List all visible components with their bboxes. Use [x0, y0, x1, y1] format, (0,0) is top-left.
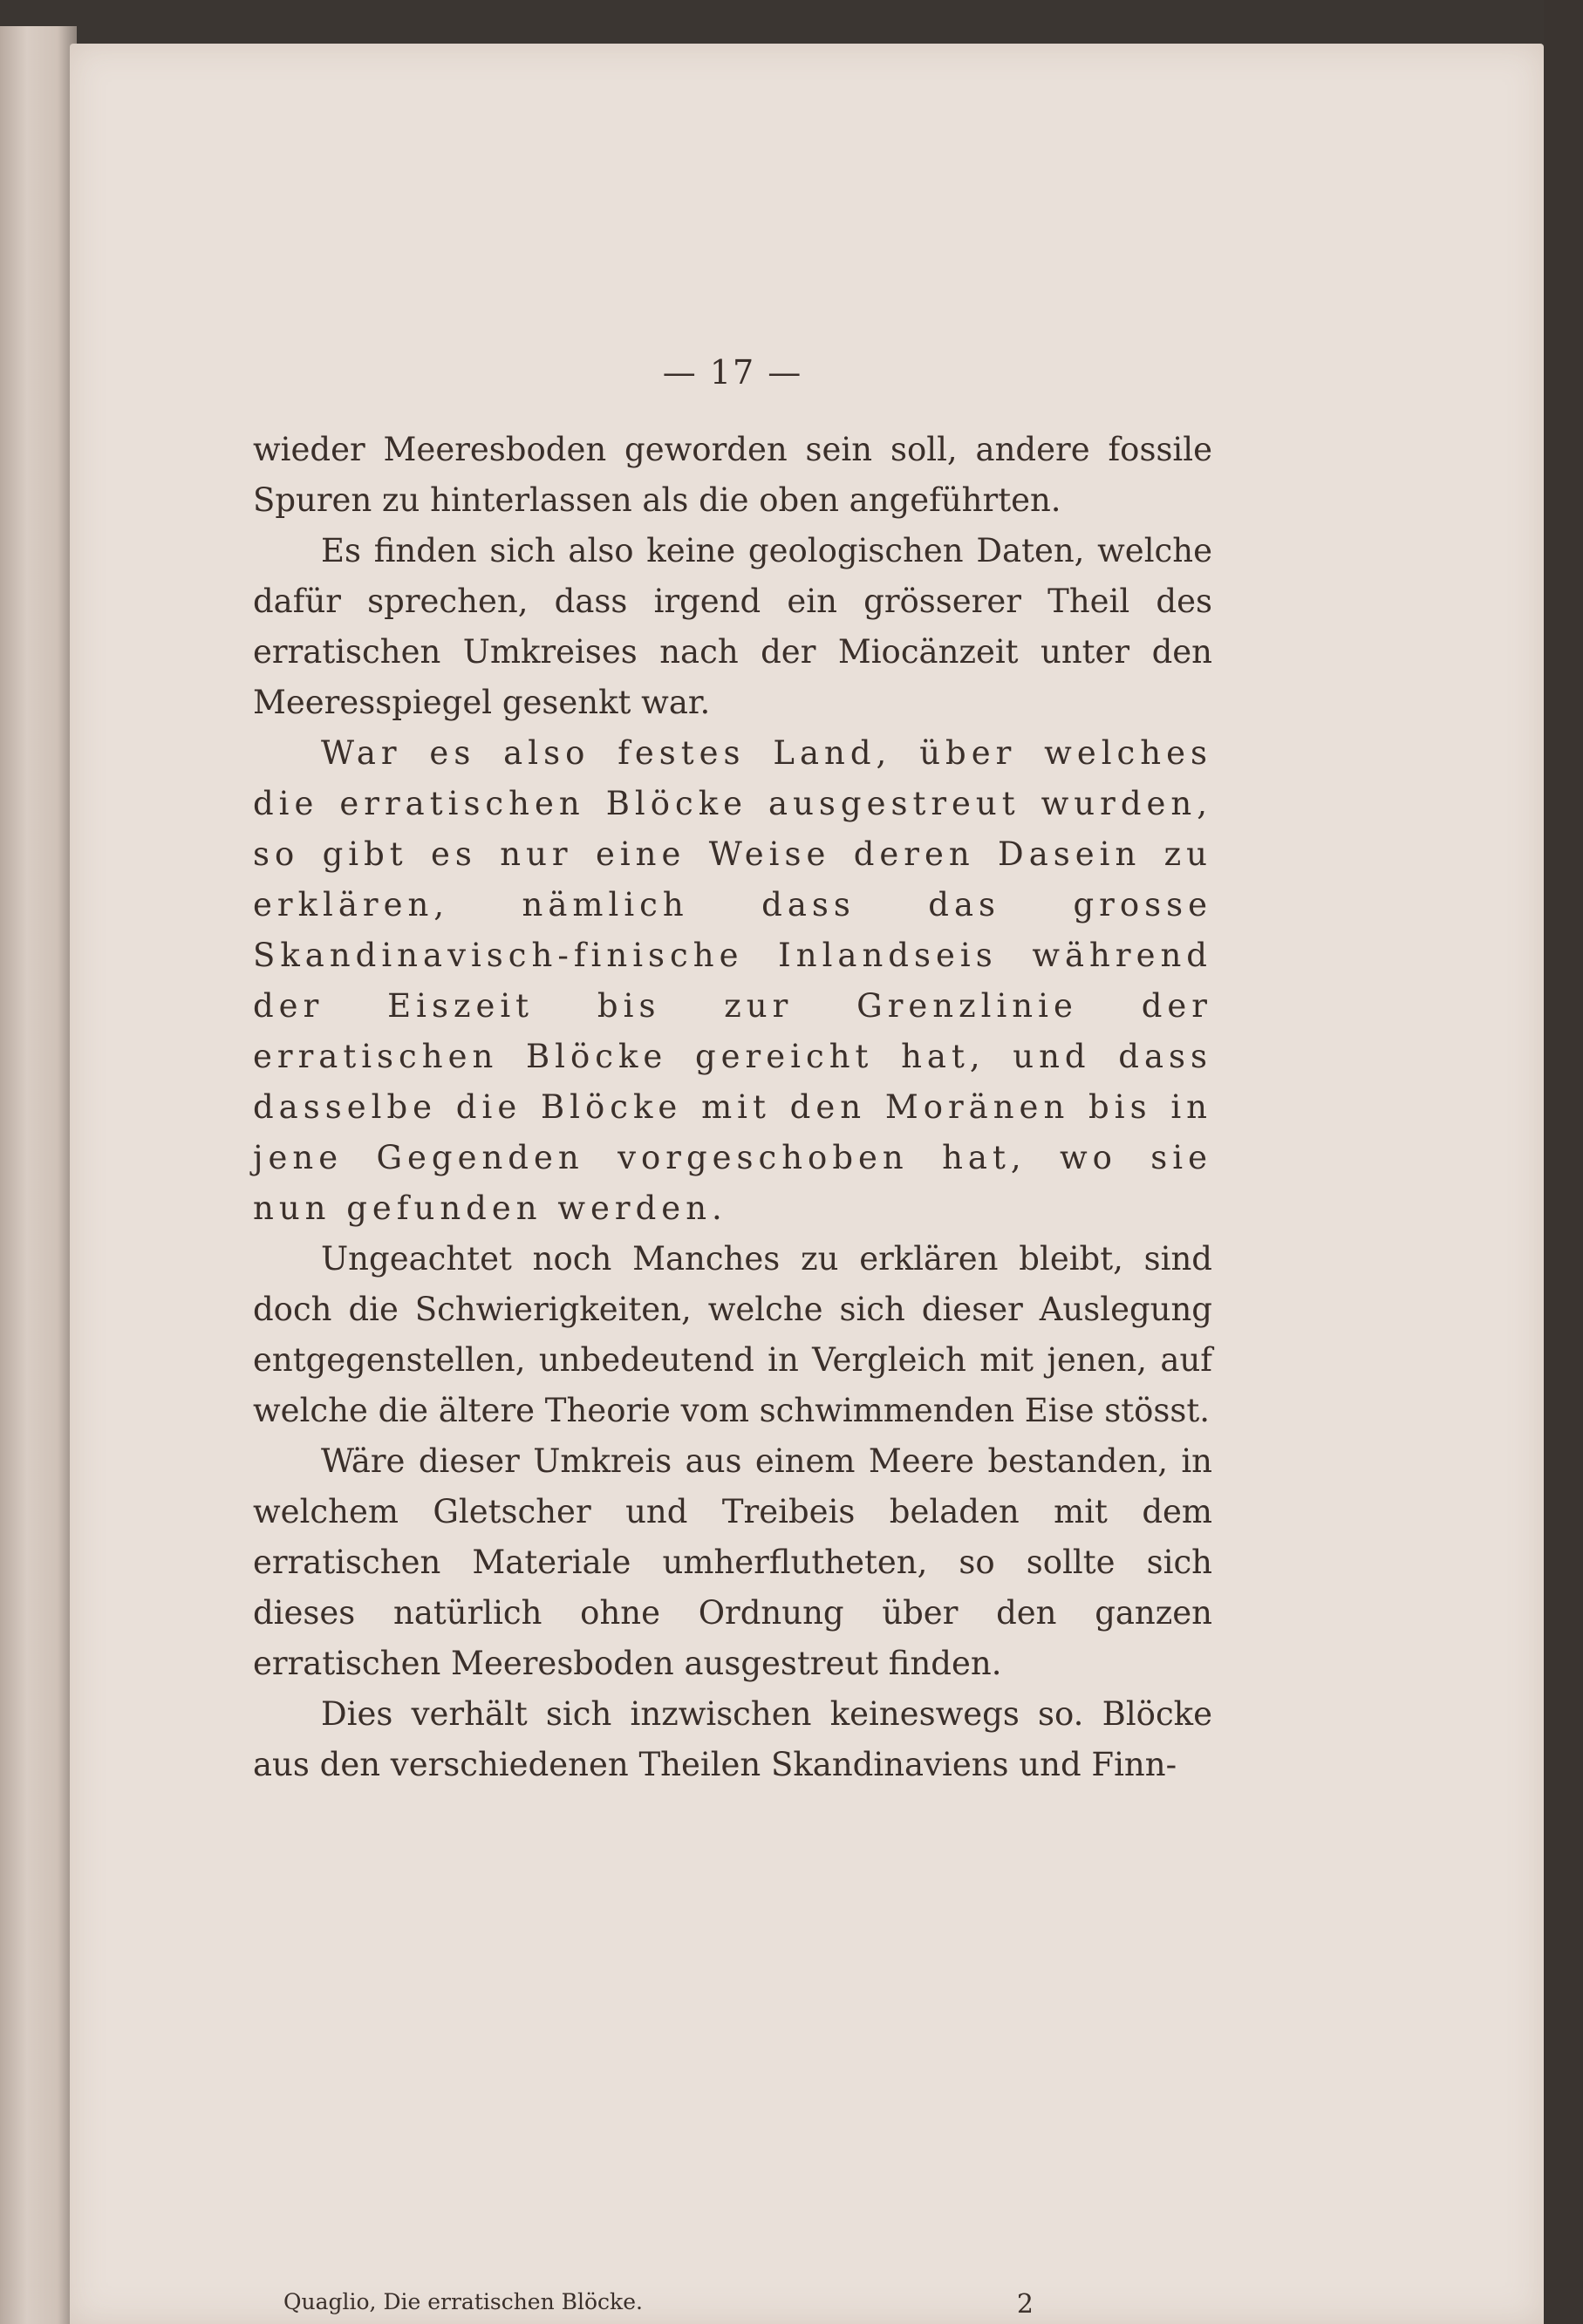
right-edge-shadow	[1544, 0, 1583, 2324]
previous-page-edge	[0, 26, 77, 2324]
page-number: — 17 —	[662, 353, 803, 392]
page-footer	[283, 2289, 1156, 2320]
paragraph-2: Es finden sich also keine geologischen Daten, welche dafür sprechen, dass irgend ein grösserer Theil des erratischen Umkreises nach der Miocänzeit unter den Meeresspiegel gesenkt war.	[253, 532, 1212, 721]
footer-author-title: Quaglio, Die erratischen Blöcke.	[283, 2289, 643, 2314]
page-text-block	[253, 353, 1212, 1790]
paragraph-5: Wäre dieser Umkreis aus einem Meere bestanden, in welchem Gletscher und Treibeis beladen mit dem erratischen Materiale umherflutheten, so sollte sich dieses natürlich ohne Ordnung über den ganzen erratischen Meeresboden ausgestreut finden.	[253, 1442, 1212, 1682]
book-page	[70, 44, 1544, 2324]
paragraph-3: War es also festes Land, über welches die erratischen Blöcke ausgestreut wurden, so gibt es nur eine Weise deren Dasein zu erklären, nämlich dass das grosse Skandinavisch-finische Inlandseis während der Eiszeit bis zur Grenzlinie der erratischen Blöcke gereicht hat, und dass dasselbe die Blöcke mit den Moränen bis in jene Gegenden vorgeschoben hat, wo sie nun gefunden werden.	[253, 734, 1212, 1227]
paragraph-4: Ungeachtet noch Manches zu erklären bleibt, sind doch die Schwierigkeiten, welche sich dieser Auslegung entgegenstellen, unbedeutend in Vergleich mit jenen, auf welche die ältere Theorie vom schwimmenden Eise stösst.	[253, 1240, 1212, 1429]
paragraph-6: Dies verhält sich inzwischen keineswegs so. Blöcke aus den verschiedenen Theilen Skandinaviens und Finn-	[253, 1695, 1212, 1783]
paragraph-1: wieder Meeresboden geworden sein soll, andere fossile Spuren zu hinterlassen als die oben angeführten.	[253, 431, 1212, 519]
footer-signature-number: 2	[1016, 2289, 1034, 2320]
